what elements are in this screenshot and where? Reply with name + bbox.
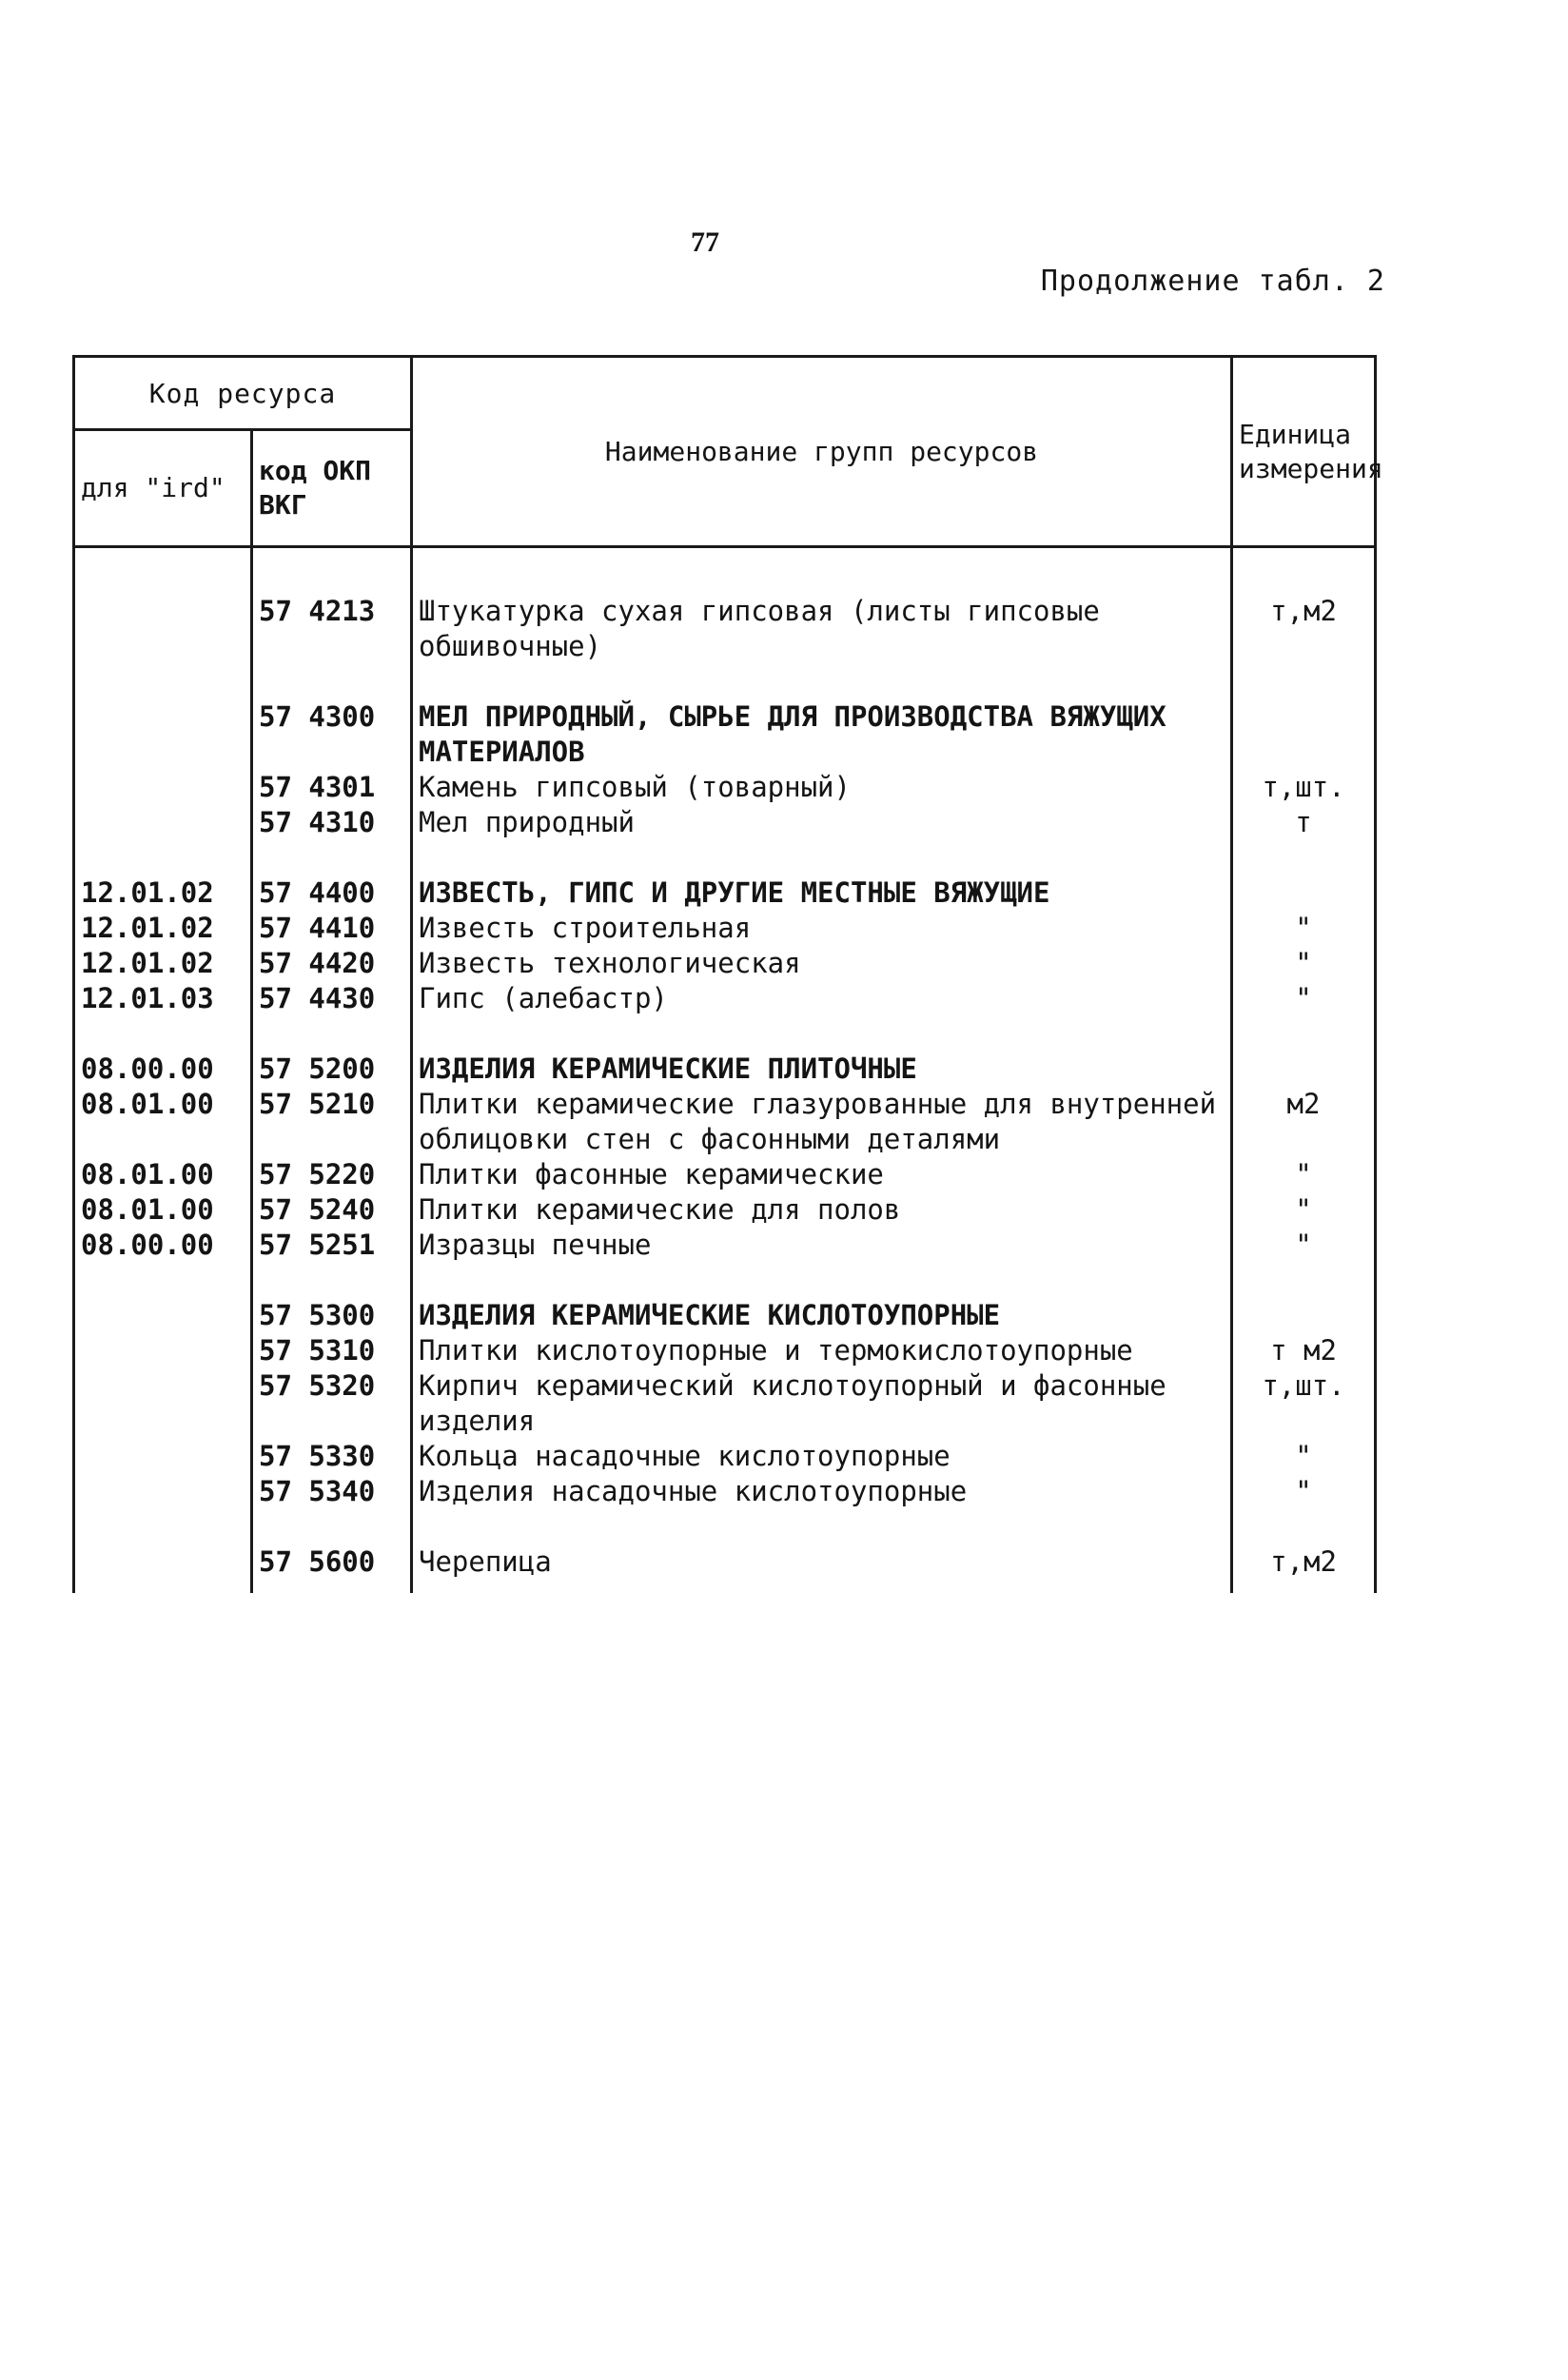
spacer-cell: [252, 664, 412, 699]
ird-code-cell: [74, 1474, 252, 1509]
table-row: [74, 1439, 1376, 1474]
ird-code-cell: [74, 1298, 252, 1333]
table-row: [74, 1474, 1376, 1509]
ird-code-cell: [74, 1544, 252, 1593]
spacer-cell: [252, 547, 412, 595]
group-spacer: [74, 1509, 1376, 1544]
table-row: [74, 1298, 1376, 1333]
unit-cell: т,шт.: [1232, 1368, 1376, 1439]
okp-code-cell: 57 5600: [252, 1544, 412, 1593]
table-row: [74, 1228, 1376, 1263]
resource-name-cell: Черепица: [412, 1544, 1232, 1593]
resource-name-cell: Изразцы печные: [412, 1228, 1232, 1263]
spacer-cell: [74, 1509, 252, 1544]
okp-code-cell: 57 4410: [252, 911, 412, 946]
ird-code-cell: 08.01.00: [74, 1157, 252, 1192]
okp-code-cell: 57 4300: [252, 699, 412, 770]
resource-name-cell: Известь технологическая: [412, 946, 1232, 981]
ird-code-cell: 08.00.00: [74, 1052, 252, 1087]
ird-code-cell: 08.00.00: [74, 1228, 252, 1263]
spacer-cell: [1232, 664, 1376, 699]
table-row: [74, 1052, 1376, 1087]
group-spacer: [74, 664, 1376, 699]
ird-code-cell: [74, 1333, 252, 1368]
spacer-cell: [74, 664, 252, 699]
spacer-cell: [412, 547, 1232, 595]
unit-cell: ": [1232, 1439, 1376, 1474]
resource-name-cell: Изделия насадочные кислотоупорные: [412, 1474, 1232, 1509]
ird-code-cell: 12.01.02: [74, 875, 252, 911]
resource-name-cell: Плитки керамические глазурованные для внутренней облицовки стен с фасонными деталями: [412, 1087, 1232, 1157]
okp-code-cell: 57 4420: [252, 946, 412, 981]
table-row: [74, 1192, 1376, 1228]
spacer-cell: [412, 664, 1232, 699]
unit-cell: т м2: [1232, 1333, 1376, 1368]
ird-code-cell: [74, 1368, 252, 1439]
spacer-cell: [1232, 547, 1376, 595]
okp-code-cell: 57 4310: [252, 805, 412, 840]
okp-code-cell: 57 5240: [252, 1192, 412, 1228]
okp-code-cell: 57 5251: [252, 1228, 412, 1263]
okp-code-cell: 57 5320: [252, 1368, 412, 1439]
resource-name-cell: Плитки фасонные керамические: [412, 1157, 1232, 1192]
spacer-cell: [74, 1263, 252, 1298]
resource-name-cell: Кирпич керамический кислотоупорный и фасонные изделия: [412, 1368, 1232, 1439]
ird-code-cell: [74, 805, 252, 840]
table-row: [74, 911, 1376, 946]
okp-code-cell: 57 5340: [252, 1474, 412, 1509]
header-okp-code: [252, 430, 412, 547]
ird-code-cell: [74, 699, 252, 770]
table-row: [74, 1368, 1376, 1439]
ird-code-cell: [74, 1439, 252, 1474]
spacer-cell: [1232, 1509, 1376, 1544]
spacer-cell: [252, 840, 412, 875]
table-row: [74, 981, 1376, 1016]
ird-code-cell: 12.01.02: [74, 911, 252, 946]
spacer-cell: [412, 1016, 1232, 1052]
table-row: [74, 1544, 1376, 1593]
unit-cell: т,м2: [1232, 1544, 1376, 1593]
table-row: [74, 946, 1376, 981]
ird-code-cell: 08.01.00: [74, 1087, 252, 1157]
okp-code-cell: 57 4301: [252, 770, 412, 805]
resource-name-cell: Штукатурка сухая гипсовая (листы гипсовые обшивочные): [412, 594, 1232, 664]
table-continued-label: Продолжение табл. 2: [1040, 265, 1385, 298]
okp-code-cell: 57 5310: [252, 1333, 412, 1368]
unit-cell: [1232, 1298, 1376, 1333]
ird-code-cell: [74, 770, 252, 805]
resource-name-cell: Плитки керамические для полов: [412, 1192, 1232, 1228]
spacer-cell: [412, 840, 1232, 875]
unit-cell: [1232, 699, 1376, 770]
unit-cell: ": [1232, 1228, 1376, 1263]
header-resource-code: Код ресурса: [74, 357, 412, 430]
unit-cell: т: [1232, 805, 1376, 840]
unit-cell: т,м2: [1232, 594, 1376, 664]
resource-name-cell: Мел природный: [412, 805, 1232, 840]
okp-code-cell: 57 5210: [252, 1087, 412, 1157]
group-spacer: [74, 1263, 1376, 1298]
okp-code-cell: 57 5330: [252, 1439, 412, 1474]
ird-code-cell: [74, 594, 252, 664]
group-spacer: [74, 840, 1376, 875]
unit-cell: ": [1232, 911, 1376, 946]
spacer-cell: [412, 1263, 1232, 1298]
spacer-cell: [412, 1509, 1232, 1544]
resource-name-cell: Камень гипсовый (товарный): [412, 770, 1232, 805]
unit-cell: т,шт.: [1232, 770, 1376, 805]
resource-name-cell: МЕЛ ПРИРОДНЫЙ, СЫРЬЕ ДЛЯ ПРОИЗВОДСТВА ВЯЖУЩИХ МАТЕРИАЛОВ: [412, 699, 1232, 770]
spacer-cell: [1232, 1263, 1376, 1298]
spacer-cell: [74, 547, 252, 595]
table-row: [74, 1333, 1376, 1368]
unit-cell: ": [1232, 1192, 1376, 1228]
unit-cell: ": [1232, 981, 1376, 1016]
spacer-cell: [252, 1263, 412, 1298]
resource-name-cell: ИЗВЕСТЬ, ГИПС И ДРУГИЕ МЕСТНЫЕ ВЯЖУЩИЕ: [412, 875, 1232, 911]
table-row: [74, 875, 1376, 911]
okp-code-cell: 57 4430: [252, 981, 412, 1016]
spacer-cell: [74, 1016, 252, 1052]
table-row: [74, 1157, 1376, 1192]
resource-table-body: [74, 547, 1376, 1594]
unit-cell: ": [1232, 1157, 1376, 1192]
spacer-cell: [1232, 840, 1376, 875]
table-row: [74, 699, 1376, 770]
unit-cell: ": [1232, 1474, 1376, 1509]
unit-cell: [1232, 875, 1376, 911]
group-spacer: [74, 1016, 1376, 1052]
table-row: [74, 805, 1376, 840]
okp-code-cell: 57 5300: [252, 1298, 412, 1333]
table-row: [74, 770, 1376, 805]
table-row: [74, 1087, 1376, 1157]
unit-cell: м2: [1232, 1087, 1376, 1157]
okp-code-cell: 57 5220: [252, 1157, 412, 1192]
spacer-cell: [74, 840, 252, 875]
spacer-cell: [252, 1016, 412, 1052]
resource-table: [72, 355, 1383, 1593]
resource-name-cell: ИЗДЕЛИЯ КЕРАМИЧЕСКИЕ КИСЛОТОУПОРНЫЕ: [412, 1298, 1232, 1333]
resource-name-cell: Известь строительная: [412, 911, 1232, 946]
table-row: [74, 594, 1376, 664]
header-unit: Единица измерения: [1232, 357, 1376, 547]
ird-code-cell: 08.01.00: [74, 1192, 252, 1228]
header-group-name: Наименование групп ресурсов: [412, 357, 1232, 547]
resource-name-cell: Гипс (алебастр): [412, 981, 1232, 1016]
ird-code-cell: 12.01.03: [74, 981, 252, 1016]
spacer-cell: [1232, 1016, 1376, 1052]
resource-name-cell: Кольца насадочные кислотоупорные: [412, 1439, 1232, 1474]
page-number: 77: [691, 226, 719, 258]
okp-code-cell: 57 4213: [252, 594, 412, 664]
resource-name-cell: Плитки кислотоупорные и термокислотоупорные: [412, 1333, 1232, 1368]
header-ird-code: для "ird": [74, 430, 252, 547]
group-spacer: [74, 547, 1376, 595]
unit-cell: ": [1232, 946, 1376, 981]
resource-name-cell: ИЗДЕЛИЯ КЕРАМИЧЕСКИЕ ПЛИТОЧНЫЕ: [412, 1052, 1232, 1087]
header-okp-label: код ОКП ВКГ: [259, 455, 372, 521]
okp-code-cell: 57 5200: [252, 1052, 412, 1087]
ird-code-cell: 12.01.02: [74, 946, 252, 981]
unit-cell: [1232, 1052, 1376, 1087]
okp-code-cell: 57 4400: [252, 875, 412, 911]
spacer-cell: [252, 1509, 412, 1544]
